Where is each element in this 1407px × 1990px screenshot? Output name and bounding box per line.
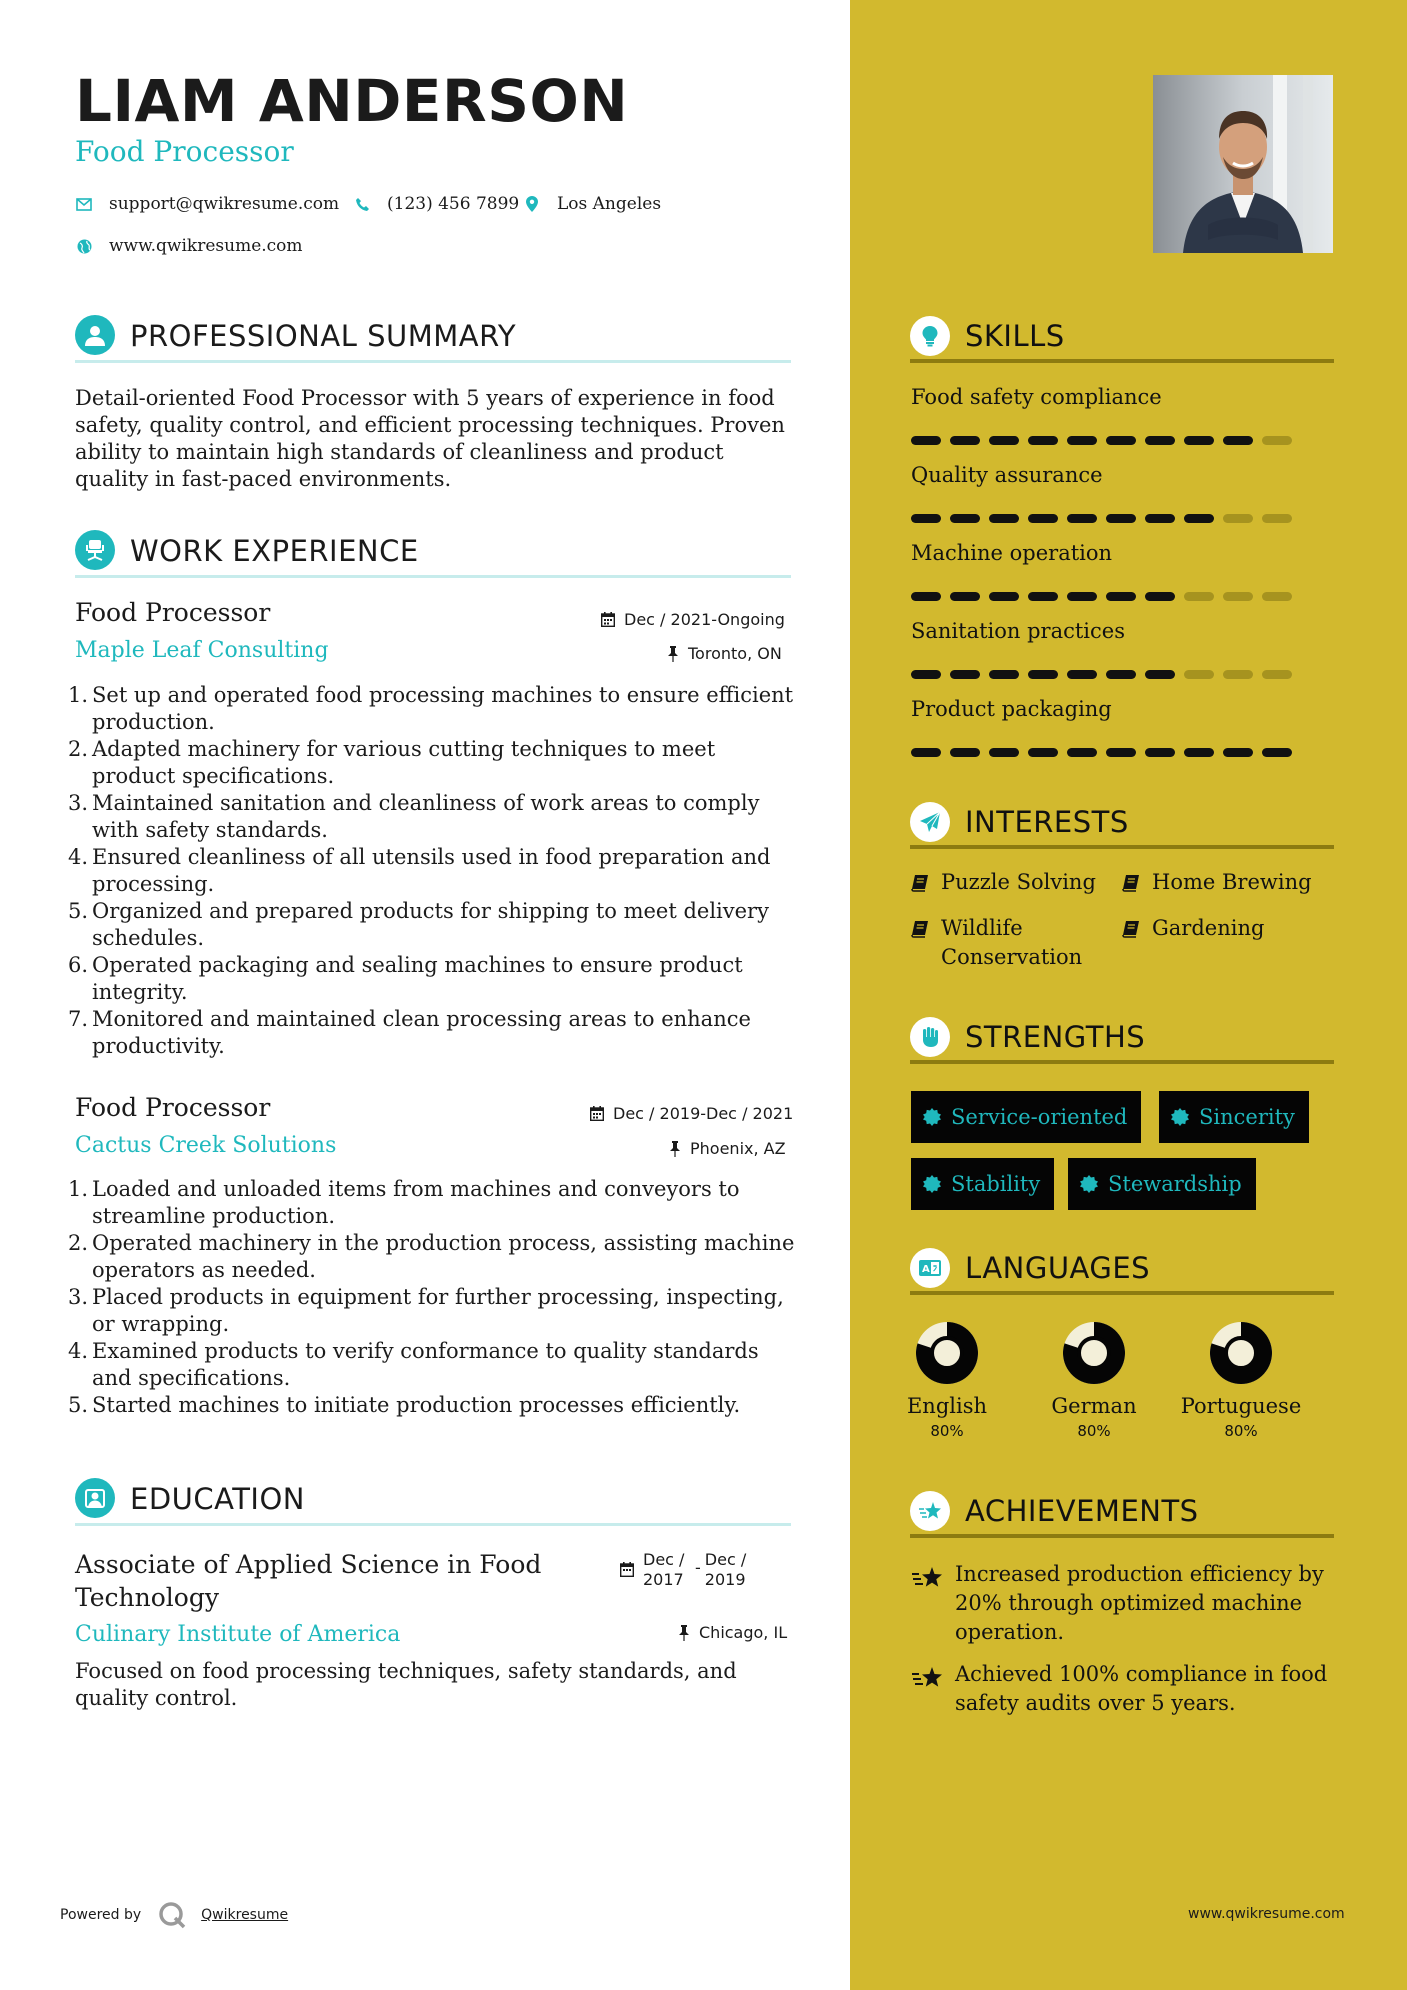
job-duties-list xyxy=(68,682,798,1060)
job-company: Cactus Creek Solutions xyxy=(75,1133,337,1158)
languages-heading: LANGUAGES xyxy=(965,1251,1151,1285)
skill-name: Product packaging xyxy=(911,697,1112,721)
strength-tag xyxy=(1159,1091,1309,1143)
language-proficiency-ring xyxy=(914,1320,980,1386)
interest-label: Wildlife Conservation xyxy=(941,916,1083,969)
degree-line-1: Associate of Applied Science in Food xyxy=(75,1550,542,1579)
skills-heading: SKILLS xyxy=(965,319,1065,353)
ring-center xyxy=(932,1338,962,1368)
website-text: www.qwikresume.com xyxy=(109,236,303,256)
school-name: Culinary Institute of America xyxy=(75,1622,401,1647)
contact-email[interactable] xyxy=(75,194,339,214)
achievement-text: Increased production efficiency by 20% through optimized machine operation. xyxy=(955,1562,1324,1644)
skill-dot-filled xyxy=(1106,592,1136,601)
interest-item xyxy=(911,868,1096,897)
education-dates xyxy=(620,1550,747,1590)
skills-section-header xyxy=(910,313,1334,363)
skill-dot-filled xyxy=(1028,592,1058,601)
powered-by-label: Powered by xyxy=(60,1907,142,1923)
education-description: Focused on food processing techniques, safety standards, and quality control. xyxy=(75,1659,737,1710)
skill-dot-filled xyxy=(911,436,941,445)
skill-dot-filled xyxy=(1145,436,1175,445)
svg-text:A: A xyxy=(922,1264,930,1275)
skill-dot-empty xyxy=(1223,514,1253,523)
footer-website[interactable]: www.qwikresume.com xyxy=(1188,1906,1345,1922)
language-proficiency-ring xyxy=(1208,1320,1274,1386)
list-item: 3. Maintained sanitation and cleanliness of work areas to comply with safety standards. xyxy=(68,791,760,842)
list-item: 1. Set up and operated food processing machines to ensure efficient production. xyxy=(68,683,794,734)
skill-dot-filled xyxy=(1067,514,1097,523)
list-item: 5. Started machines to initiate production processes efficiently. xyxy=(68,1393,741,1417)
skill-name: Sanitation practices xyxy=(911,619,1125,643)
job-location-text: Toronto, ON xyxy=(688,644,782,663)
strength-label: Service-oriented xyxy=(951,1105,1128,1129)
job-dates xyxy=(601,610,785,629)
job-duties-list xyxy=(68,1176,798,1419)
skill-dot-filled xyxy=(911,592,941,601)
badge-check-icon xyxy=(1080,1175,1098,1193)
skill-dot-filled xyxy=(1184,436,1214,445)
job-dates-text: Dec / 2021-Ongoing xyxy=(624,610,785,629)
achievements-section-header xyxy=(910,1488,1334,1538)
strength-tag xyxy=(911,1091,1141,1143)
skill-dot-filled xyxy=(989,670,1019,679)
map-pin-icon xyxy=(523,195,541,213)
skill-name: Quality assurance xyxy=(911,463,1103,487)
skill-dot-filled xyxy=(1028,436,1058,445)
interest-label: Gardening xyxy=(1152,916,1265,940)
skill-dot-filled xyxy=(1145,514,1175,523)
book-icon xyxy=(911,874,929,892)
interests-section-header xyxy=(910,799,1334,849)
location-text: Los Angeles xyxy=(557,194,662,214)
list-item: 5. Organized and prepared products for shipping to meet delivery schedules. xyxy=(68,899,769,950)
skill-dot-filled xyxy=(1184,748,1214,757)
summary-text: Detail-oriented Food Processor with 5 years of experience in food safety, quality control, and efficient processing techniques. Proven ability to maintain high standards of cleanliness and product quality in fast-paced environments. xyxy=(75,386,785,491)
skill-dot-filled xyxy=(1028,748,1058,757)
interests-heading: INTERESTS xyxy=(965,805,1129,839)
skill-level-bar xyxy=(911,436,1292,445)
skill-level-bar xyxy=(911,748,1292,757)
pushpin-icon xyxy=(678,1625,690,1641)
calendar-icon xyxy=(601,612,615,627)
badge-check-icon xyxy=(1171,1108,1189,1126)
book-icon xyxy=(1122,920,1140,938)
skill-dot-filled xyxy=(989,514,1019,523)
degree-title xyxy=(75,1548,541,1614)
skill-dot-filled xyxy=(950,514,980,523)
language-name: German xyxy=(1051,1394,1137,1418)
skill-level-bar xyxy=(911,592,1292,601)
strengths-heading: STRENGTHS xyxy=(965,1020,1146,1054)
language-name: Portuguese xyxy=(1180,1394,1302,1418)
envelope-icon xyxy=(75,195,93,213)
skill-dot-filled xyxy=(989,592,1019,601)
job-location xyxy=(669,1139,786,1158)
badge-check-icon xyxy=(923,1175,941,1193)
education-location-text: Chicago, IL xyxy=(699,1623,788,1642)
skill-dot-filled xyxy=(950,670,980,679)
list-item: 4. Ensured cleanliness of all utensils used in food preparation and processing. xyxy=(68,845,771,896)
skill-level-bar xyxy=(911,514,1292,523)
shooting-star-icon xyxy=(911,1564,945,1590)
email-text: support@qwikresume.com xyxy=(109,194,340,214)
job-company: Maple Leaf Consulting xyxy=(75,638,329,663)
strength-label: Stability xyxy=(951,1172,1041,1196)
list-item: 6. Operated packaging and sealing machines to ensure product integrity. xyxy=(68,953,743,1004)
list-item: 3. Placed products in equipment for further processing, inspecting, or wrapping. xyxy=(68,1285,784,1336)
contact-phone[interactable] xyxy=(353,194,519,214)
paper-plane-icon xyxy=(910,802,950,842)
skill-dot-empty xyxy=(1223,592,1253,601)
strength-tag xyxy=(1068,1158,1256,1210)
experience-heading: WORK EXPERIENCE xyxy=(130,534,419,568)
skill-dot-filled xyxy=(1067,436,1097,445)
office-chair-icon xyxy=(75,530,115,570)
skill-dot-empty xyxy=(1184,592,1214,601)
education-end-date: Dec / 2019 xyxy=(704,1550,747,1589)
shooting-star-icon xyxy=(911,1664,945,1690)
profile-photo xyxy=(1153,75,1333,253)
skill-dot-filled xyxy=(1067,670,1097,679)
list-item: 2. Operated machinery in the production process, assisting machine operators as needed. xyxy=(68,1231,795,1282)
qwikresume-logo-icon xyxy=(157,1900,187,1930)
skill-name: Food safety compliance xyxy=(911,385,1162,409)
skill-dot-filled xyxy=(1067,592,1097,601)
interest-label: Home Brewing xyxy=(1152,870,1312,894)
skill-dot-filled xyxy=(950,436,980,445)
date-separator: - xyxy=(695,1558,701,1577)
contact-website[interactable] xyxy=(75,236,303,256)
skill-dot-filled xyxy=(1106,514,1136,523)
skill-dot-empty xyxy=(1262,670,1292,679)
list-item: 4. Examined products to verify conformance to quality standards and specifications. xyxy=(68,1339,759,1390)
skill-dot-filled xyxy=(1145,670,1175,679)
globe-icon xyxy=(75,237,93,255)
skill-dot-filled xyxy=(1223,748,1253,757)
candidate-role: Food Processor xyxy=(75,135,294,168)
education-start-date: Dec / 2017 xyxy=(643,1550,685,1589)
skill-dot-filled xyxy=(911,514,941,523)
phone-icon xyxy=(353,195,371,213)
job-dates-text: Dec / 2019-Dec / 2021 xyxy=(613,1104,794,1123)
strength-label: Sincerity xyxy=(1199,1105,1295,1129)
skill-dot-filled xyxy=(1106,748,1136,757)
pushpin-icon xyxy=(667,646,679,662)
language-percent: 80% xyxy=(930,1422,964,1440)
ring-center xyxy=(1226,1338,1256,1368)
skill-level-bar xyxy=(911,670,1292,679)
qwikresume-link[interactable]: Qwikresume xyxy=(201,1907,289,1923)
pushpin-icon xyxy=(669,1141,681,1157)
skill-dot-filled xyxy=(989,436,1019,445)
skill-dot-filled xyxy=(950,748,980,757)
achievement-item xyxy=(911,1660,1331,1718)
interest-item xyxy=(911,914,1101,972)
skill-dot-filled xyxy=(1262,748,1292,757)
language-item xyxy=(882,1320,1012,1440)
list-item: 1. Loaded and unloaded items from machines and conveyors to streamline production. xyxy=(68,1177,740,1228)
contact-location xyxy=(523,194,661,214)
language-proficiency-ring xyxy=(1061,1320,1127,1386)
skill-dot-filled xyxy=(1184,514,1214,523)
calendar-icon xyxy=(620,1562,634,1577)
skill-dot-filled xyxy=(1223,436,1253,445)
language-name: English xyxy=(906,1394,988,1418)
book-icon xyxy=(1122,874,1140,892)
translate-icon xyxy=(910,1248,950,1288)
interest-label: Puzzle Solving xyxy=(941,870,1096,894)
skill-dot-filled xyxy=(1028,514,1058,523)
strength-label: Stewardship xyxy=(1108,1172,1242,1196)
skill-dot-empty xyxy=(1223,670,1253,679)
language-item xyxy=(1176,1320,1306,1440)
skill-dot-empty xyxy=(1262,436,1292,445)
skill-dot-filled xyxy=(1145,748,1175,757)
skill-dot-filled xyxy=(1106,436,1136,445)
achievement-item xyxy=(911,1560,1331,1647)
degree-line-2: Technology xyxy=(75,1583,219,1612)
badge-check-icon xyxy=(923,1108,941,1126)
interest-item xyxy=(1122,868,1312,897)
skill-dot-empty xyxy=(1184,670,1214,679)
skill-dot-filled xyxy=(911,670,941,679)
education-section-header xyxy=(75,1476,791,1526)
interest-item xyxy=(1122,914,1264,943)
languages-section-header xyxy=(910,1245,1334,1295)
skill-dot-filled xyxy=(950,592,980,601)
language-percent: 80% xyxy=(1077,1422,1111,1440)
achievement-text: Achieved 100% compliance in food safety audits over 5 years. xyxy=(955,1662,1328,1715)
strength-tag xyxy=(911,1158,1054,1210)
skill-dot-filled xyxy=(1028,670,1058,679)
skill-name: Machine operation xyxy=(911,541,1113,565)
strengths-section-header xyxy=(910,1014,1334,1064)
job-location xyxy=(667,644,782,663)
job-location-text: Phoenix, AZ xyxy=(690,1139,786,1158)
language-percent: 80% xyxy=(1224,1422,1258,1440)
calendar-icon xyxy=(590,1106,604,1121)
job-title: Food Processor xyxy=(75,598,271,627)
list-item: 7. Monitored and maintained clean processing areas to enhance productivity. xyxy=(68,1007,751,1058)
book-icon xyxy=(911,920,929,938)
list-item: 2. Adapted machinery for various cutting techniques to meet product specifications. xyxy=(68,737,716,788)
graduate-icon xyxy=(75,1478,115,1518)
candidate-name: LIAM ANDERSON xyxy=(75,67,629,135)
education-location xyxy=(678,1623,787,1642)
summary-section-header xyxy=(75,313,791,363)
lightbulb-icon xyxy=(910,316,950,356)
achievements-heading: ACHIEVEMENTS xyxy=(965,1494,1199,1528)
powered-by-footer xyxy=(60,1900,288,1930)
language-item xyxy=(1029,1320,1159,1440)
summary-heading: PROFESSIONAL SUMMARY xyxy=(130,319,517,353)
education-heading: EDUCATION xyxy=(130,1482,306,1516)
skill-dot-filled xyxy=(989,748,1019,757)
shooting-star-icon xyxy=(910,1491,950,1531)
job-title: Food Processor xyxy=(75,1093,271,1122)
user-icon xyxy=(75,315,115,355)
skill-dot-empty xyxy=(1262,592,1292,601)
fist-icon xyxy=(910,1017,950,1057)
ring-center xyxy=(1079,1338,1109,1368)
skill-dot-filled xyxy=(911,748,941,757)
skill-dot-empty xyxy=(1262,514,1292,523)
phone-text: (123) 456 7899 xyxy=(387,194,520,214)
skill-dot-filled xyxy=(1106,670,1136,679)
job-dates xyxy=(590,1104,793,1123)
skill-dot-filled xyxy=(1067,748,1097,757)
experience-section-header xyxy=(75,528,791,578)
skill-dot-filled xyxy=(1145,592,1175,601)
